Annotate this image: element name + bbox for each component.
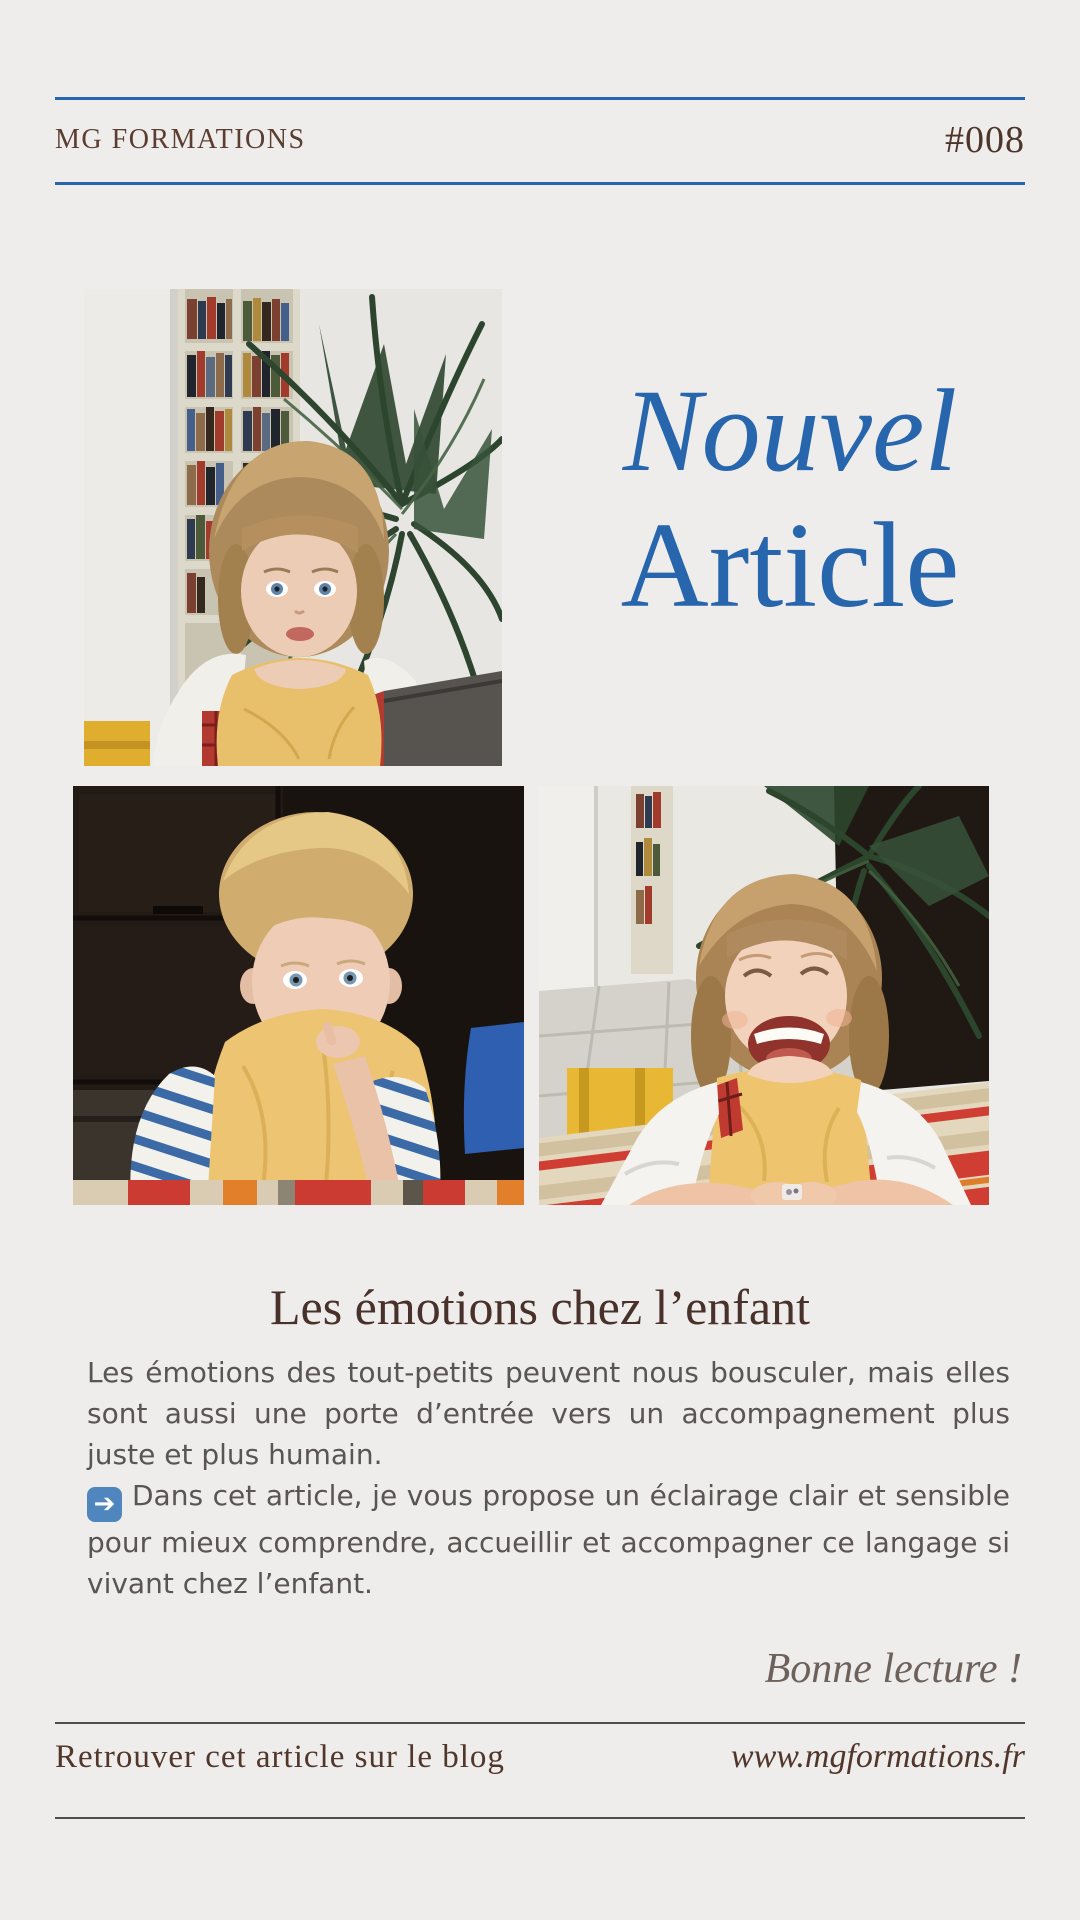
article-paragraph-2 <box>87 1475 1010 1604</box>
issue-number: #008 <box>945 119 1025 161</box>
header <box>55 104 1025 176</box>
post-title-word2: Article <box>620 497 960 633</box>
closing-note: Bonne lecture ! <box>764 1646 1022 1692</box>
footer-website: www.mgformations.fr <box>730 1738 1025 1775</box>
footer <box>55 1738 1025 1776</box>
photo-laughing-girl <box>539 786 989 1205</box>
right-arrow-glyph: ➔ <box>93 1489 116 1520</box>
header-bottom-rule <box>55 182 1025 185</box>
post-title <box>540 360 1040 633</box>
photo-boy-bib-illustration <box>73 786 524 1205</box>
photo-boy-bib <box>73 786 524 1205</box>
header-top-rule <box>55 97 1025 100</box>
footer-cta: Retrouver cet article sur le blog <box>55 1739 505 1775</box>
photo-laughing-girl-illustration <box>539 786 989 1205</box>
brand-name: MG FORMATIONS <box>55 124 306 155</box>
article-paragraph-2-text: Dans cet article, je vous propose un éclairage clair et sensible pour mieux comprendre, accueillir et accompagner ce langage si vivant chez l’enfant. <box>87 1479 1010 1601</box>
article-paragraph-1: Les émotions des tout-petits peuvent nous bousculer, mais elles sont aussi une porte d’entrée vers un accompagnement plus juste et plus humain. <box>87 1356 1010 1472</box>
footer-bottom-rule <box>55 1817 1025 1819</box>
photo-toddler-girl-bib <box>84 289 502 766</box>
article-body <box>87 1352 1010 1604</box>
post-title-word1: Nouvel <box>622 365 958 496</box>
photo-toddler-girl-bib-illustration <box>84 289 502 766</box>
right-arrow-emoji <box>87 1487 122 1522</box>
article-heading: Les émotions chez l’enfant <box>269 1279 811 1335</box>
footer-top-rule <box>55 1722 1025 1724</box>
